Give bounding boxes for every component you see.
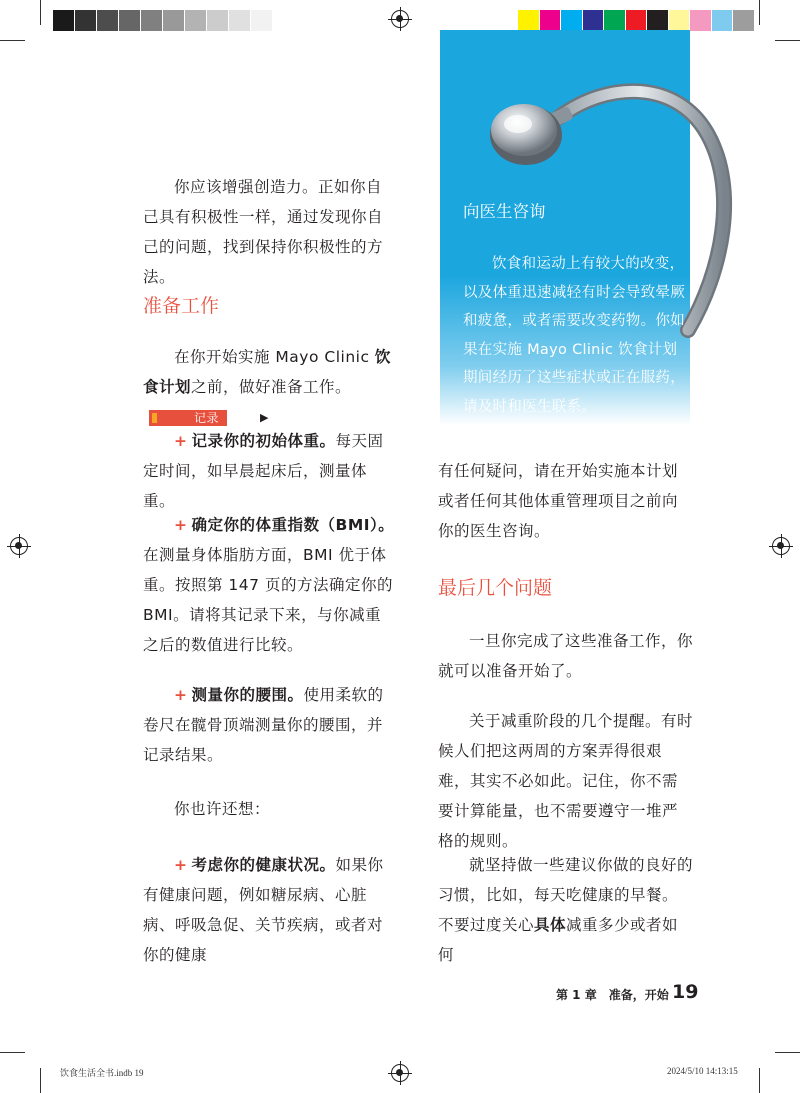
crop-mark xyxy=(759,1068,760,1093)
registration-mark-icon xyxy=(772,537,790,555)
prep-text-end: 之前，做好准备工作。 xyxy=(191,378,352,396)
running-footer-chapter: 第 1 章 准备，开始 xyxy=(556,988,669,1002)
calibration-swatch xyxy=(583,10,605,31)
grayscale-calibration-bar xyxy=(53,10,273,31)
reminder-paragraph: 关于减重阶段的几个提醒。有时候人们把这两周的方案弄得很艰难，其实不必如此。记住，你不需要计算能量，也不需要遵守一堆严格的规则。 xyxy=(438,712,694,850)
also-consider: 你也许还想： xyxy=(174,800,271,818)
bullet-bmi-text: 在测量身体脂肪方面，BMI 优于体重。按照第 147 页的方法确定你的 BMI。请将其记录下来，与你减重之后的数值进行比较。 xyxy=(143,546,393,654)
calibration-swatch xyxy=(518,10,540,31)
calibration-swatch xyxy=(229,10,251,31)
calibration-swatch xyxy=(97,10,119,31)
ready-paragraph: 一旦你完成了这些准备工作，你就可以准备开始了。 xyxy=(438,632,694,680)
bullet-waist-title: 测量你的腰围。 xyxy=(191,686,304,704)
habits-text-end: 减重多少或者如何 xyxy=(438,916,679,964)
habits-text-bold: 具体 xyxy=(534,916,567,934)
bullet-bmi xyxy=(143,510,395,660)
bullet-bmi-title: 确定你的体重指数（BMI）。 xyxy=(191,516,395,534)
page-number: 19 xyxy=(672,981,699,1003)
calibration-swatch xyxy=(540,10,562,31)
calibration-swatch xyxy=(561,10,583,31)
crop-mark xyxy=(759,0,760,25)
calibration-swatch xyxy=(163,10,185,31)
crop-mark xyxy=(40,0,41,25)
crop-mark xyxy=(40,1068,41,1093)
habits-paragraph xyxy=(438,850,693,970)
sidebar-text: 饮食和运动上有较大的改变，以及体重迅速减轻有时会导致晕厥和疲惫，或者需要改变药物。你如果在实施 Mayo Clinic 饮食计划期间经历了这些症状或正在服药，请及时和医生联系。 xyxy=(463,256,685,415)
plus-icon: + xyxy=(174,516,188,534)
calibration-swatch xyxy=(647,10,669,31)
sidebar-title: 向医生咨询 xyxy=(463,202,546,221)
calibration-swatch xyxy=(141,10,163,31)
calibration-swatch xyxy=(669,10,691,31)
continuation-paragraph: 有任何疑问，请在开始实施本计划或者任何其他体重管理项目之前向你的医生咨询。 xyxy=(438,462,679,540)
bullet-weight-text: 每天固定时间，如早晨起床后，测量体重。 xyxy=(143,432,384,510)
calibration-swatch xyxy=(733,10,755,31)
crop-mark xyxy=(0,1052,25,1053)
intro-paragraph: 你应该增强创造力。正如你自己具有积极性一样，通过发现你自己的问题，找到保持你积极性的方法。 xyxy=(143,178,384,286)
slug-timestamp: 2024/5/10 14:13:15 xyxy=(667,1066,738,1076)
registration-mark-icon xyxy=(10,537,28,555)
habits-text-start: 就坚持做一些建议你做的良好的习惯，比如，每天吃健康的早餐。不要过度关心 xyxy=(438,856,694,934)
calibration-swatch xyxy=(53,10,75,31)
heading-final-questions: 最后几个问题 xyxy=(438,577,553,599)
slug-filename: 饮食生活全书.indb 19 xyxy=(60,1068,144,1078)
prep-text-bold: 饮食计划 xyxy=(143,348,391,396)
plus-icon: + xyxy=(174,856,188,874)
bullet-health-title: 考虑你的健康状况。 xyxy=(191,856,336,874)
calibration-swatch xyxy=(251,10,273,31)
bullet-health xyxy=(143,850,395,970)
prep-text-start: 在你开始实施 Mayo Clinic xyxy=(174,348,375,366)
calibration-swatch xyxy=(712,10,734,31)
bullet-waist-text: 使用柔软的卷尺在髋骨顶端测量你的腰围，并记录结果。 xyxy=(143,686,384,764)
plus-icon: + xyxy=(174,432,188,450)
record-tag: 记录 xyxy=(149,410,227,426)
registration-mark-icon xyxy=(391,10,409,28)
calibration-swatch xyxy=(604,10,626,31)
arrow-right-icon: ▶ xyxy=(260,410,269,424)
crop-mark xyxy=(775,40,800,41)
calibration-swatch xyxy=(207,10,229,31)
color-calibration-bar xyxy=(518,10,755,31)
calibration-swatch xyxy=(119,10,141,31)
calibration-swatch xyxy=(690,10,712,31)
crop-mark xyxy=(0,40,25,41)
bullet-health-text: 如果你有健康问题，例如糖尿病、心脏病、呼吸急促、关节疾病，或者对你的健康 xyxy=(143,856,384,964)
plus-icon: + xyxy=(174,686,188,704)
calibration-swatch xyxy=(626,10,648,31)
crop-mark xyxy=(775,1052,800,1053)
calibration-swatch xyxy=(185,10,207,31)
bullet-weight xyxy=(143,426,395,516)
heading-preparation: 准备工作 xyxy=(143,295,220,317)
calibration-swatch xyxy=(75,10,97,31)
prep-paragraph xyxy=(143,342,395,433)
bullet-waist xyxy=(143,680,395,770)
bullet-weight-title: 记录你的初始体重。 xyxy=(191,432,336,450)
registration-mark-icon xyxy=(391,1064,409,1082)
